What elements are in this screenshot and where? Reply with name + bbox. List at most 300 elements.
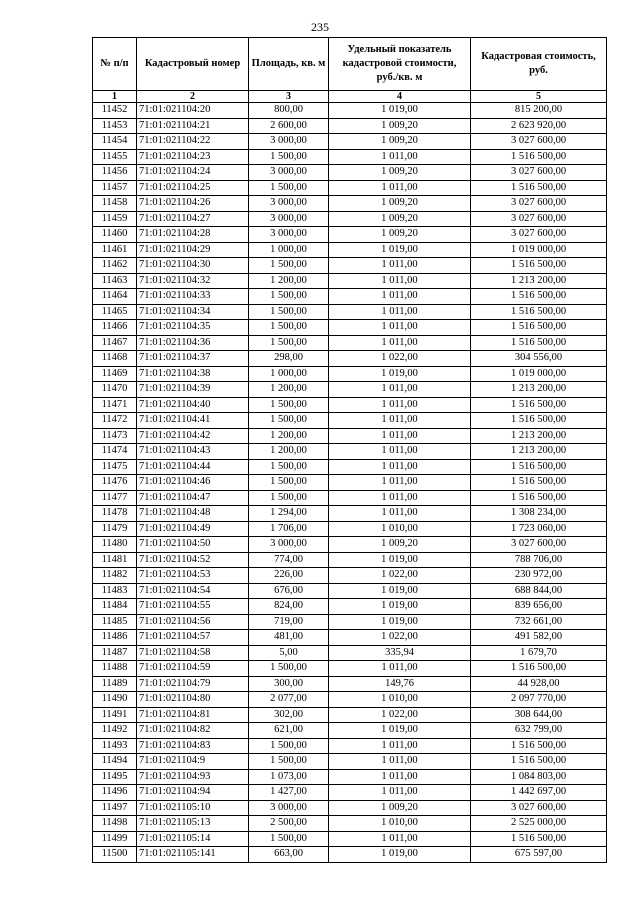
row-index: 11455 [93, 149, 137, 165]
table-row [93, 831, 607, 847]
row-index: 11463 [93, 273, 137, 289]
table-row [93, 273, 607, 289]
table-row [93, 351, 607, 367]
cadastral-number: 71:01:021104:43 [137, 444, 249, 460]
column-number: 4 [329, 91, 471, 103]
cadastral-value: 491 582,00 [471, 630, 607, 646]
unit-value: 1 009,20 [329, 537, 471, 553]
cadastral-value: 1 213 200,00 [471, 273, 607, 289]
area-value: 1 500,00 [249, 413, 329, 429]
unit-value: 1 009,20 [329, 134, 471, 150]
area-value: 1 500,00 [249, 289, 329, 305]
table-row [93, 459, 607, 475]
table-row [93, 149, 607, 165]
table-row [93, 118, 607, 134]
row-index: 11491 [93, 707, 137, 723]
area-value: 1 500,00 [249, 459, 329, 475]
table-row [93, 196, 607, 212]
table-row [93, 800, 607, 816]
table-row [93, 103, 607, 119]
cadastral-value: 1 442 697,00 [471, 785, 607, 801]
cadastral-number: 71:01:021104:41 [137, 413, 249, 429]
cadastral-number: 71:01:021104:44 [137, 459, 249, 475]
unit-value: 1 022,00 [329, 707, 471, 723]
cadastral-value: 1 516 500,00 [471, 459, 607, 475]
cadastral-value: 1 019 000,00 [471, 366, 607, 382]
row-index: 11475 [93, 459, 137, 475]
table-row [93, 676, 607, 692]
cadastral-value: 3 027 600,00 [471, 537, 607, 553]
unit-value: 1 019,00 [329, 847, 471, 863]
area-value: 3 000,00 [249, 211, 329, 227]
unit-value: 1 019,00 [329, 366, 471, 382]
cadastral-number: 71:01:021104:49 [137, 521, 249, 537]
row-index: 11468 [93, 351, 137, 367]
area-value: 1 500,00 [249, 335, 329, 351]
cadastral-value: 1 516 500,00 [471, 335, 607, 351]
cadastral-value: 1 516 500,00 [471, 738, 607, 754]
table-row [93, 428, 607, 444]
row-index: 11493 [93, 738, 137, 754]
table-row [93, 397, 607, 413]
row-index: 11479 [93, 521, 137, 537]
cadastral-number: 71:01:021104:39 [137, 382, 249, 398]
cadastral-number: 71:01:021105:14 [137, 831, 249, 847]
area-value: 481,00 [249, 630, 329, 646]
area-value: 1 500,00 [249, 180, 329, 196]
table-row [93, 180, 607, 196]
cadastral-value: 3 027 600,00 [471, 196, 607, 212]
row-index: 11495 [93, 769, 137, 785]
cadastral-number: 71:01:021104:54 [137, 583, 249, 599]
table-row [93, 335, 607, 351]
column-number-row [93, 91, 607, 103]
table-row [93, 165, 607, 181]
table-row [93, 707, 607, 723]
row-index: 11497 [93, 800, 137, 816]
unit-value: 1 019,00 [329, 599, 471, 615]
cadastral-value: 304 556,00 [471, 351, 607, 367]
row-index: 11498 [93, 816, 137, 832]
cadastral-number: 71:01:021105:13 [137, 816, 249, 832]
unit-value: 1 011,00 [329, 258, 471, 274]
table-row [93, 847, 607, 863]
cadastral-value: 230 972,00 [471, 568, 607, 584]
cadastral-number: 71:01:021104:50 [137, 537, 249, 553]
unit-value: 1 011,00 [329, 444, 471, 460]
table-row [93, 614, 607, 630]
cadastral-number: 71:01:021104:58 [137, 645, 249, 661]
unit-value: 1 022,00 [329, 351, 471, 367]
area-value: 824,00 [249, 599, 329, 615]
row-index: 11465 [93, 304, 137, 320]
table-row [93, 661, 607, 677]
cadastral-number: 71:01:021104:24 [137, 165, 249, 181]
cadastral-value: 3 027 600,00 [471, 134, 607, 150]
unit-value: 1 009,20 [329, 165, 471, 181]
cadastral-value: 1 679,70 [471, 645, 607, 661]
cadastral-value: 815 200,00 [471, 103, 607, 119]
unit-value: 1 011,00 [329, 335, 471, 351]
unit-value: 1 011,00 [329, 428, 471, 444]
table-row [93, 769, 607, 785]
table-row [93, 521, 607, 537]
cadastral-number: 71:01:021104:59 [137, 661, 249, 677]
table-row [93, 382, 607, 398]
table-row [93, 645, 607, 661]
area-value: 226,00 [249, 568, 329, 584]
cadastral-value: 1 516 500,00 [471, 661, 607, 677]
unit-value: 1 011,00 [329, 769, 471, 785]
cadastral-value: 839 656,00 [471, 599, 607, 615]
area-value: 774,00 [249, 552, 329, 568]
unit-value: 1 011,00 [329, 754, 471, 770]
table-row [93, 723, 607, 739]
row-index: 11482 [93, 568, 137, 584]
unit-value: 1 011,00 [329, 475, 471, 491]
unit-value: 335,94 [329, 645, 471, 661]
cadastral-number: 71:01:021104:22 [137, 134, 249, 150]
row-index: 11454 [93, 134, 137, 150]
cadastral-number: 71:01:021104:56 [137, 614, 249, 630]
unit-value: 1 019,00 [329, 723, 471, 739]
unit-value: 1 011,00 [329, 382, 471, 398]
row-index: 11490 [93, 692, 137, 708]
area-value: 1 500,00 [249, 149, 329, 165]
row-index: 11494 [93, 754, 137, 770]
row-index: 11452 [93, 103, 137, 119]
cadastral-number: 71:01:021104:28 [137, 227, 249, 243]
unit-value: 1 011,00 [329, 785, 471, 801]
row-index: 11492 [93, 723, 137, 739]
area-value: 1 500,00 [249, 320, 329, 336]
cadastral-value: 632 799,00 [471, 723, 607, 739]
unit-value: 1 011,00 [329, 490, 471, 506]
cadastral-number: 71:01:021104:55 [137, 599, 249, 615]
row-index: 11483 [93, 583, 137, 599]
row-index: 11462 [93, 258, 137, 274]
cadastral-number: 71:01:021104:32 [137, 273, 249, 289]
row-index: 11472 [93, 413, 137, 429]
table-row [93, 568, 607, 584]
area-value: 1 000,00 [249, 242, 329, 258]
area-value: 1 200,00 [249, 428, 329, 444]
cadastral-number: 71:01:021104:20 [137, 103, 249, 119]
table-row [93, 816, 607, 832]
row-index: 11466 [93, 320, 137, 336]
unit-value: 1 011,00 [329, 459, 471, 475]
area-value: 2 500,00 [249, 816, 329, 832]
area-value: 1 500,00 [249, 738, 329, 754]
unit-value: 1 011,00 [329, 831, 471, 847]
unit-value: 1 011,00 [329, 320, 471, 336]
unit-value: 1 019,00 [329, 583, 471, 599]
cadastral-number: 71:01:021104:42 [137, 428, 249, 444]
table-row [93, 738, 607, 754]
unit-value: 1 011,00 [329, 413, 471, 429]
table-row [93, 242, 607, 258]
unit-value: 1 011,00 [329, 304, 471, 320]
table-row [93, 506, 607, 522]
unit-value: 1 011,00 [329, 661, 471, 677]
row-index: 11464 [93, 289, 137, 305]
unit-value: 1 009,20 [329, 211, 471, 227]
cadastral-value: 1 516 500,00 [471, 490, 607, 506]
area-value: 3 000,00 [249, 196, 329, 212]
table-body [93, 103, 607, 863]
area-value: 298,00 [249, 351, 329, 367]
unit-value: 1 009,20 [329, 118, 471, 134]
area-value: 1 294,00 [249, 506, 329, 522]
area-value: 1 427,00 [249, 785, 329, 801]
row-index: 11484 [93, 599, 137, 615]
cadastral-number: 71:01:021104:37 [137, 351, 249, 367]
cadastral-value: 1 084 803,00 [471, 769, 607, 785]
table-row [93, 413, 607, 429]
row-index: 11486 [93, 630, 137, 646]
unit-value: 1 011,00 [329, 180, 471, 196]
unit-value: 1 009,20 [329, 800, 471, 816]
area-value: 1 500,00 [249, 475, 329, 491]
cadastral-number: 71:01:021105:141 [137, 847, 249, 863]
cadastral-value: 308 644,00 [471, 707, 607, 723]
cadastral-value: 1 516 500,00 [471, 413, 607, 429]
area-value: 1 500,00 [249, 397, 329, 413]
table-header [93, 38, 607, 103]
row-index: 11477 [93, 490, 137, 506]
row-index: 11456 [93, 165, 137, 181]
table-row [93, 537, 607, 553]
row-index: 11467 [93, 335, 137, 351]
row-index: 11481 [93, 552, 137, 568]
unit-value: 1 022,00 [329, 630, 471, 646]
cadastral-value: 1 019 000,00 [471, 242, 607, 258]
unit-value: 1 010,00 [329, 816, 471, 832]
row-index: 11469 [93, 366, 137, 382]
cadastral-number: 71:01:021104:25 [137, 180, 249, 196]
row-index: 11485 [93, 614, 137, 630]
area-value: 2 600,00 [249, 118, 329, 134]
row-index: 11480 [93, 537, 137, 553]
cadastral-value: 1 516 500,00 [471, 258, 607, 274]
header-row [93, 38, 607, 91]
row-index: 11474 [93, 444, 137, 460]
row-index: 11489 [93, 676, 137, 692]
header-cadastral-number: Кадастровый номер [137, 38, 249, 91]
row-index: 11488 [93, 661, 137, 677]
cadastral-number: 71:01:021104:30 [137, 258, 249, 274]
cadastral-number: 71:01:021104:82 [137, 723, 249, 739]
row-index: 11499 [93, 831, 137, 847]
cadastral-value: 1 516 500,00 [471, 754, 607, 770]
unit-value: 1 011,00 [329, 273, 471, 289]
table-row [93, 583, 607, 599]
table-row [93, 320, 607, 336]
area-value: 3 000,00 [249, 537, 329, 553]
area-value: 800,00 [249, 103, 329, 119]
column-number: 3 [249, 91, 329, 103]
cadastral-value: 44 928,00 [471, 676, 607, 692]
cadastral-value: 1 516 500,00 [471, 397, 607, 413]
cadastral-number: 71:01:021104:46 [137, 475, 249, 491]
table-row [93, 692, 607, 708]
area-value: 3 000,00 [249, 227, 329, 243]
area-value: 5,00 [249, 645, 329, 661]
unit-value: 1 019,00 [329, 242, 471, 258]
table-row [93, 444, 607, 460]
area-value: 3 000,00 [249, 800, 329, 816]
table-row [93, 227, 607, 243]
cadastral-table [92, 37, 607, 863]
cadastral-value: 675 597,00 [471, 847, 607, 863]
cadastral-number: 71:01:021104:52 [137, 552, 249, 568]
row-index: 11473 [93, 428, 137, 444]
area-value: 1 073,00 [249, 769, 329, 785]
column-number: 1 [93, 91, 137, 103]
row-index: 11476 [93, 475, 137, 491]
cadastral-number: 71:01:021104:26 [137, 196, 249, 212]
header-unit-value: Удельный показатель кадастровой стоимости, руб./кв. м [329, 38, 471, 91]
unit-value: 1 019,00 [329, 552, 471, 568]
area-value: 300,00 [249, 676, 329, 692]
area-value: 621,00 [249, 723, 329, 739]
cadastral-value: 3 027 600,00 [471, 165, 607, 181]
row-index: 11453 [93, 118, 137, 134]
row-index: 11487 [93, 645, 137, 661]
unit-value: 1 009,20 [329, 227, 471, 243]
cadastral-number: 71:01:021104:36 [137, 335, 249, 351]
area-value: 663,00 [249, 847, 329, 863]
cadastral-number: 71:01:021104:53 [137, 568, 249, 584]
cadastral-value: 1 213 200,00 [471, 382, 607, 398]
cadastral-value: 2 623 920,00 [471, 118, 607, 134]
area-value: 1 500,00 [249, 490, 329, 506]
cadastral-number: 71:01:021104:79 [137, 676, 249, 692]
cadastral-number: 71:01:021104:48 [137, 506, 249, 522]
cadastral-value: 3 027 600,00 [471, 800, 607, 816]
row-index: 11460 [93, 227, 137, 243]
area-value: 1 500,00 [249, 304, 329, 320]
row-index: 11458 [93, 196, 137, 212]
cadastral-value: 1 516 500,00 [471, 304, 607, 320]
cadastral-number: 71:01:021104:81 [137, 707, 249, 723]
unit-value: 1 019,00 [329, 103, 471, 119]
table-row [93, 490, 607, 506]
cadastral-value: 2 525 000,00 [471, 816, 607, 832]
cadastral-number: 71:01:021105:10 [137, 800, 249, 816]
cadastral-number: 71:01:021104:38 [137, 366, 249, 382]
cadastral-number: 71:01:021104:9 [137, 754, 249, 770]
row-index: 11471 [93, 397, 137, 413]
area-value: 1 500,00 [249, 258, 329, 274]
cadastral-number: 71:01:021104:33 [137, 289, 249, 305]
cadastral-number: 71:01:021104:34 [137, 304, 249, 320]
cadastral-value: 732 661,00 [471, 614, 607, 630]
cadastral-value: 2 097 770,00 [471, 692, 607, 708]
cadastral-value: 1 516 500,00 [471, 180, 607, 196]
unit-value: 1 011,00 [329, 506, 471, 522]
unit-value: 1 011,00 [329, 149, 471, 165]
table-row [93, 289, 607, 305]
unit-value: 1 011,00 [329, 289, 471, 305]
table-row [93, 211, 607, 227]
area-value: 1 200,00 [249, 382, 329, 398]
cadastral-value: 1 308 234,00 [471, 506, 607, 522]
cadastral-value: 1 516 500,00 [471, 475, 607, 491]
header-area: Площадь, кв. м [249, 38, 329, 91]
cadastral-number: 71:01:021104:83 [137, 738, 249, 754]
table-row [93, 754, 607, 770]
unit-value: 1 009,20 [329, 196, 471, 212]
row-index: 11500 [93, 847, 137, 863]
column-number: 5 [471, 91, 607, 103]
cadastral-number: 71:01:021104:27 [137, 211, 249, 227]
area-value: 1 200,00 [249, 444, 329, 460]
cadastral-number: 71:01:021104:93 [137, 769, 249, 785]
cadastral-value: 788 706,00 [471, 552, 607, 568]
cadastral-value: 1 516 500,00 [471, 149, 607, 165]
cadastral-value: 1 516 500,00 [471, 289, 607, 305]
area-value: 719,00 [249, 614, 329, 630]
area-value: 3 000,00 [249, 134, 329, 150]
area-value: 1 500,00 [249, 661, 329, 677]
unit-value: 1 011,00 [329, 397, 471, 413]
header-index: № п/п [93, 38, 137, 91]
table-row [93, 552, 607, 568]
unit-value: 1 019,00 [329, 614, 471, 630]
area-value: 2 077,00 [249, 692, 329, 708]
unit-value: 1 011,00 [329, 738, 471, 754]
area-value: 1 000,00 [249, 366, 329, 382]
cadastral-value: 1 213 200,00 [471, 428, 607, 444]
cadastral-number: 71:01:021104:21 [137, 118, 249, 134]
area-value: 3 000,00 [249, 165, 329, 181]
area-value: 302,00 [249, 707, 329, 723]
cadastral-number: 71:01:021104:94 [137, 785, 249, 801]
table-row [93, 785, 607, 801]
cadastral-value: 688 844,00 [471, 583, 607, 599]
table-row [93, 475, 607, 491]
row-index: 11470 [93, 382, 137, 398]
row-index: 11459 [93, 211, 137, 227]
header-cadastral-value: Кадастровая стоимость, руб. [471, 38, 607, 91]
area-value: 1 500,00 [249, 831, 329, 847]
cadastral-value: 1 723 060,00 [471, 521, 607, 537]
cadastral-value: 3 027 600,00 [471, 227, 607, 243]
table-row [93, 304, 607, 320]
page-number: 235 [311, 20, 329, 34]
table-row [93, 366, 607, 382]
row-index: 11496 [93, 785, 137, 801]
cadastral-number: 71:01:021104:40 [137, 397, 249, 413]
cadastral-number: 71:01:021104:80 [137, 692, 249, 708]
unit-value: 1 010,00 [329, 692, 471, 708]
cadastral-number: 71:01:021104:57 [137, 630, 249, 646]
area-value: 1 706,00 [249, 521, 329, 537]
table-row [93, 258, 607, 274]
row-index: 11457 [93, 180, 137, 196]
cadastral-number: 71:01:021104:35 [137, 320, 249, 336]
cadastral-number: 71:01:021104:29 [137, 242, 249, 258]
unit-value: 1 022,00 [329, 568, 471, 584]
unit-value: 1 010,00 [329, 521, 471, 537]
cadastral-number: 71:01:021104:23 [137, 149, 249, 165]
cadastral-value: 1 516 500,00 [471, 320, 607, 336]
row-index: 11478 [93, 506, 137, 522]
column-number: 2 [137, 91, 249, 103]
table-row [93, 599, 607, 615]
unit-value: 149,76 [329, 676, 471, 692]
